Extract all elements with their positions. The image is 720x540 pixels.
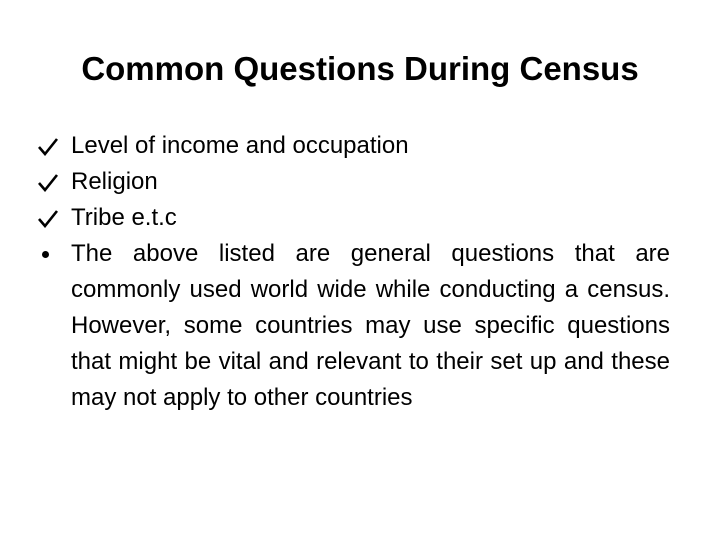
checkmark-icon (36, 200, 66, 236)
checkmark-icon (36, 164, 66, 200)
list-item (36, 164, 670, 200)
list-item-text: Religion (71, 168, 158, 195)
list-item (36, 200, 670, 236)
bullet-dot-icon (36, 236, 66, 272)
bullet-list (36, 128, 670, 416)
list-item-text: The above listed are general questions that are commonly used world wide while conducting a census. However, some countries may use specific questions that might be vital and relevant to their set up and these may not apply to other countries (71, 240, 670, 411)
slide-title: Common Questions During Census (81, 50, 639, 87)
list-item-text: Level of income and occupation (71, 132, 409, 159)
list-item (36, 128, 670, 164)
list-item-text: Tribe e.t.c (71, 204, 177, 231)
checkmark-icon (36, 128, 66, 164)
list-item (36, 236, 670, 416)
